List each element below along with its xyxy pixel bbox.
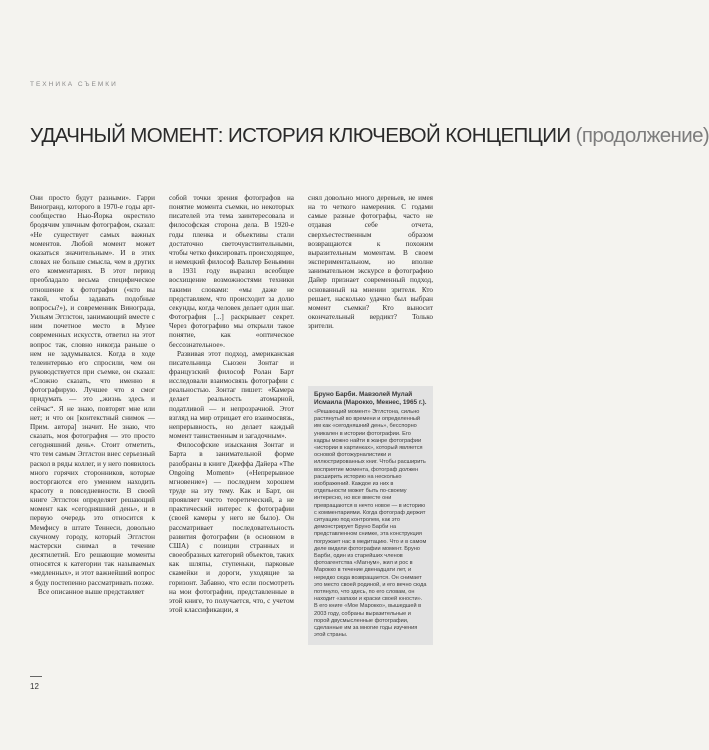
article-body <box>30 194 568 646</box>
paragraph: Философские изыскания Зонтаг и Барта в занимательной форме разобраны в книге Джеффа Дайера «The Ongoing Moment» («Непрерывное мгновение») — последнем хорошем труде на эту тему. Как и Барт, он проявляет чисто теоретический, а не практический интерес к фотографии (своей камеры у него не было). Он рассматривает последовательность развития фотографии (в основном в США) с позиции странных и своеобразных категорий объектов, таких как шляпы, ступеньки, парковые скамейки и дороги, уходящие за горизонт. Забавно, что если посмотреть на мои фотографии, представленные в этой книге, то получается, что, с учетом этой классификации, я <box>169 441 294 615</box>
text-column-3 <box>308 194 433 646</box>
paragraph: Все описанное выше представляет <box>38 587 145 596</box>
section-label: ТЕХНИКА СЪЕМКИ <box>30 81 118 88</box>
paragraph: собой точки зрения фотографов на понятие момента съемки, но некоторых писателей эта тема заинтересовала и философская сторона дела. В 1920-е годы пленка и объективы стали достаточно светочувствительными, чтобы четко фиксировать происходящее, и немецкий философ Вальтер Беньямин в 1931 году выразил всеобщее восхищение возможностями техники такими словами: «мы даже не представляем, что происходит за долю секунды, когда человек делает один шаг. Фотография [...] раскрывает секрет. Через фотографию мы открыли такое понятие, как «оптическое бессознательное». <box>169 194 294 349</box>
title-main: УДАЧНЫЙ МОМЕНТ: ИСТОРИЯ КЛЮЧЕВОЙ КОНЦЕПЦИИ <box>30 124 571 147</box>
page-number: 12 <box>30 682 39 691</box>
paragraph: Развивая этот подход, американская писательница Сьюзен Зонтаг и французский философ Ролан Барт исследовали взаимосвязь фотографии с реальностью. Зонтаг пишет: «Камера делает реальность атомарной, податливой — и непрозрачной. Этот взгляд на мир отрицает его взаимосвязь, непрерывность, но делает каждый момент таинственным и загадочным». <box>169 349 294 441</box>
text-column-2 <box>169 194 294 646</box>
title-continued: (продолжение) <box>575 124 709 147</box>
paragraph: снял довольно много деревьев, не имея на то четкого намерения. С годами самые разные фотографы, часто не отдавая себе отчета, сверхъестественным образом возвращаются к похожим выразительным моментам. В своем экспериментальном, но вполне занимательном экскурсе в фотографию Дайер признает современный подход, основанный на мнении зрителя. Кто решает, насколько удачно был выбран момент съемки? Кто выносит окончательный вердикт? Только зрители. <box>308 194 433 331</box>
photo-caption <box>308 386 433 645</box>
text-column-1 <box>30 194 155 646</box>
paragraph: Они просто будут разными». Гарри Виногранд, которого в 1970-е годы арт-сообщество Нью-Йорка окрестило бродячим уличным фотографом, сказал: «Не существует самых важных моментов. Любой момент может оказаться значительным». И в этих словах не больше смысла, чем в других его комментариях. В этот период преобладало весьма специфическое отношение к фотографии («кто вы такой, чтобы задавать подобные вопросы?»), и современник Винограда, Уильям Эгглстон, занимающий вместе с ним почетное место в Музее современных искусств, ответил на этот вопрос так, словно никогда раньше о нем не задумывался. Когда в ходе телеинтервью его спросили, чем он руководствуется при съемке, он сказал: «Сложно сказать, что именно я фотографирую. Лучшее что я смог придумать — это „жизнь здесь и сейчас“. Я не знаю, повторят мне или нет; и что он [контекстный снимок — Прим. автора] значит. Не знаю, что сказать, моя фотография — это просто сегодняшний день». Стоит отметить, что тем самым Эгглстон внес серьезный раскол в ряды коллег, и у него появилось много горячих сторонников, которые восторгаются его умением находить красоту в повседневности. В своей книге Эгглстон определяет решающий момент как «сегодняшний день», и в первую очередь это относится к Мемфису в штате Теннеси, довольно скучному городу, который Эгглстон мастерски снимал в течение десятилетий. Его решающие моменты относятся к категории так называемых «медленных», и этот важнейший вопрос я буду постепенно рассматривать позже. <box>30 194 155 587</box>
text-column-3-body <box>308 194 433 331</box>
page-title <box>30 124 709 148</box>
caption-body: «Решающий момент» Эгглстона, сильно растянутый во времени и определенный им как «сегодняшний день», бесспорно уникален в истории фотографии. Его кадры можно найти в жанре фотографии «истории в картинках», который является основой фотожурналистики и иллюстрированных книг. Чтобы расширить восприятие момента, фотограф должен расширить историю на несколько изображений. Каждое из них в отдельности может быть по-своему интересно, но все вместе они превращаются в нечто новое — в историю с комментариями. Когда фотограф держит ситуацию под контролем, как это демонстрирует Бруно Барби на представленном снимке, эта конструкция погружает нас в медитацию. Что и в самом деле видели фотографии момент. Бруно Барби, один из старейших членов фотоагентства «Магнум», жил и рос в Марокко в течение двенадцати лет, и нередко сюда возвращается. Он снимает это место своей родиной, и его вечно сюда потянуло, что здесь, по его словам, он находит «запахи и краски своей юности». В его книге «Мое Марокко», вышедшей в 2003 году, собраны выразительные и порой двусмысленные фотографии, сделанные им за многие годы изучения этой страны. <box>314 409 427 639</box>
caption-title: Бруно Барби. Мавзолей Мулай Исмаила (Марокко, Мекнес, 1965 г.). <box>314 391 427 406</box>
